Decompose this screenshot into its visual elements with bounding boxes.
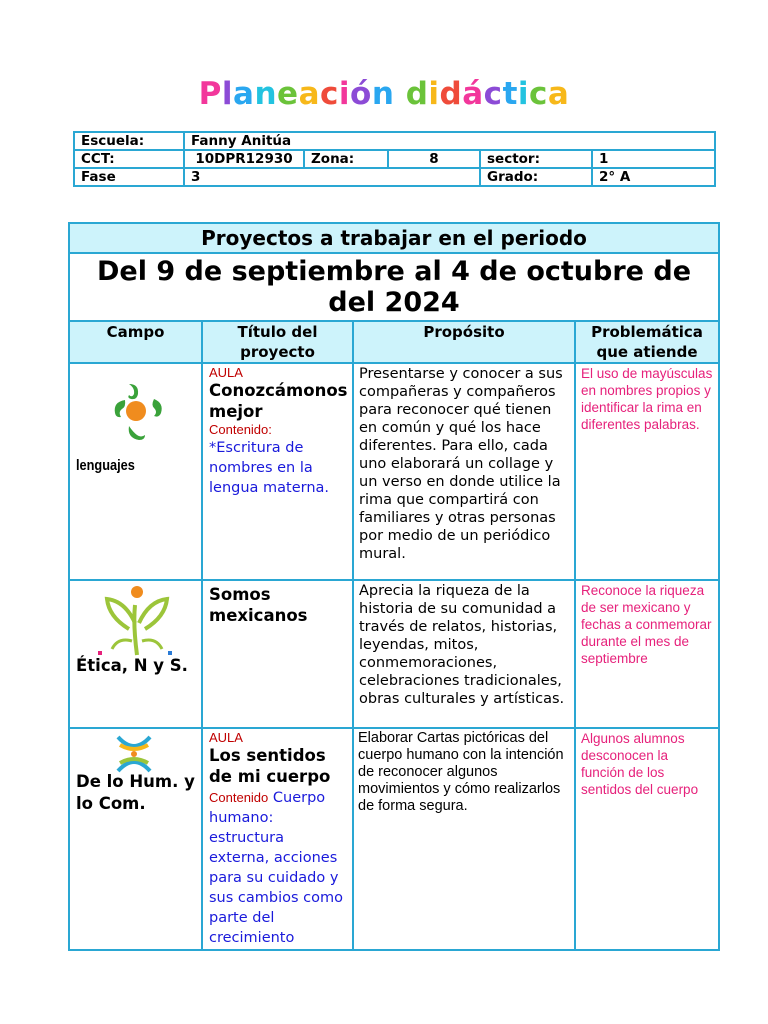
campo-cell (69, 728, 202, 950)
problematica-cell: El uso de mayúsculas en nombres propios y identificar la rima en diferentes palabras. (575, 363, 719, 580)
fase-value: 3 (184, 168, 480, 186)
proposito-cell: Presentarse y conocer a sus compañeras y compañeros para reconocer qué tienen en común y qué los hace diferentes. Para ello, cada uno elaborará un collage y un verso en donde utilice la rima que compartirá con familiares y otras personas por medio de un periódico mural. (353, 363, 575, 580)
problematica-cell: Algunos alumnos desconocen la función de los sentidos del cuerpo (575, 728, 719, 950)
title-letter: c (319, 76, 339, 112)
etica-logo-icon (92, 583, 182, 657)
zona-label: Zona: (304, 150, 388, 168)
title-letter (394, 76, 405, 112)
cct-label: CCT: (74, 150, 184, 168)
title-letter: i (428, 76, 440, 112)
page-title (0, 76, 768, 112)
escuela-value: Fanny Anitúa (184, 132, 715, 150)
contenido-text: Cuerpo humano: estructura externa, acciones para su cuidado y sus cambios como parte del crecimiento (209, 790, 343, 946)
campo-label: De lo Hum. y lo Com. (76, 772, 195, 813)
col-campo: Campo (69, 321, 202, 363)
title-letter: i (338, 76, 351, 112)
table-row (69, 580, 719, 728)
titulo-cell (202, 728, 353, 950)
grado-label: Grado: (480, 168, 592, 186)
title-letter: n (371, 76, 395, 112)
title-letter: d (439, 76, 463, 112)
col-proposito: Propósito (353, 321, 575, 363)
projects-header: Proyectos a trabajar en el periodo (69, 223, 719, 253)
projects-table (68, 222, 720, 951)
title-letter: l (221, 76, 234, 112)
title-letter: a (298, 76, 320, 112)
lenguajes-logo-icon (107, 380, 167, 444)
title-letter: t (502, 76, 518, 112)
cct-value: 10DPR12930 (184, 150, 304, 168)
sector-label: sector: (480, 150, 592, 168)
project-title: Somos mexicanos (209, 585, 308, 625)
proposito-cell: Aprecia la riqueza de la historia de su comunidad a través de relatos, historias, leyendas, mitos, conmemoraciones, celebraciones tradicionales, obras culturales y artísticas. (353, 580, 575, 728)
aula-label: AULA (209, 730, 243, 745)
campo-label: Ética, N y S. (76, 656, 188, 675)
titulo-cell (202, 580, 353, 728)
aula-label: AULA (209, 365, 243, 380)
contenido-label: Contenido: (209, 422, 272, 437)
title-letter: e (277, 76, 299, 112)
sector-value: 1 (592, 150, 715, 168)
grado-value: 2° A (592, 168, 715, 186)
period-header: Del 9 de septiembre al 4 de octubre de del 2024 (69, 253, 719, 321)
title-letter: ó (350, 76, 372, 112)
proposito-cell: Elaborar Cartas pictóricas del cuerpo humano con la intención de reconocer algunos movimientos y cómo realizarlos de forma segura. (353, 728, 575, 950)
contenido-label: Contenido (209, 790, 269, 805)
title-letter: P (198, 76, 222, 112)
title-letter: c (483, 76, 503, 112)
title-letter: n (254, 76, 278, 112)
escuela-label: Escuela: (74, 132, 184, 150)
school-info-table (73, 131, 716, 187)
table-row (69, 363, 719, 580)
col-titulo: Título del proyecto (202, 321, 353, 363)
campo-cell (69, 580, 202, 728)
project-title: Los sentidos de mi cuerpo (209, 746, 331, 786)
project-title: Conozcámonos mejor (209, 381, 348, 421)
title-letter: c (529, 76, 548, 112)
title-letter: a (547, 76, 570, 112)
title-letter: i (517, 76, 530, 112)
fase-label: Fase (74, 168, 184, 186)
title-letter: á (462, 76, 484, 112)
table-row (69, 728, 719, 950)
titulo-cell (202, 363, 353, 580)
title-letter: a (233, 76, 255, 112)
col-problematica: Problemática que atiende (575, 321, 719, 363)
zona-value: 8 (388, 150, 480, 168)
problematica-cell: Reconoce la riqueza de ser mexicano y fechas a conmemorar durante el mes de septiembre (575, 580, 719, 728)
title-letter: d (405, 76, 429, 112)
contenido-text: *Escritura de nombres en la lengua materna. (209, 440, 330, 496)
campo-label: lenguajes (76, 457, 135, 474)
campo-cell (69, 363, 202, 580)
